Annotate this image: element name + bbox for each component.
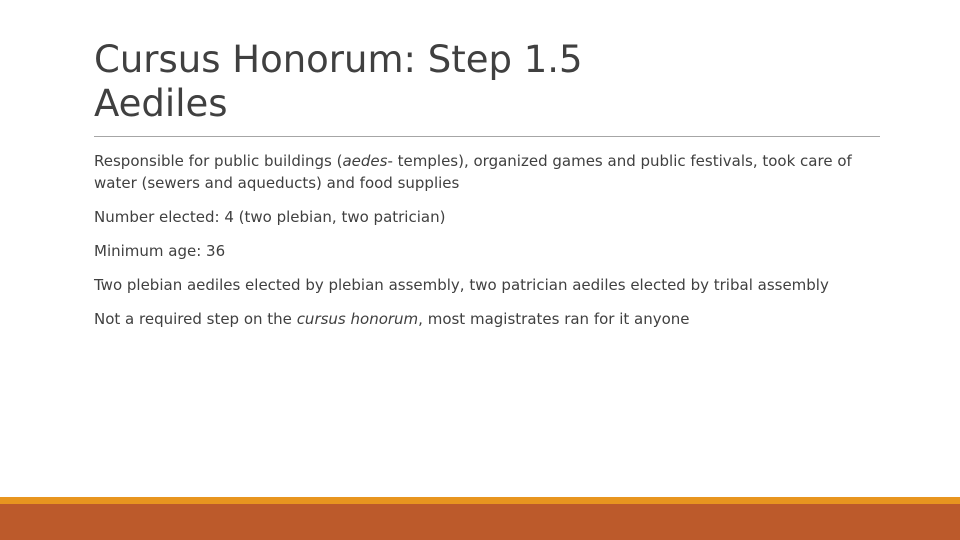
- bullet-requirement-text-end: , most magistrates ran for it anyone: [418, 310, 690, 328]
- bullet-responsibilities-text-start: Responsible for public buildings (: [94, 152, 343, 170]
- bullet-minimum-age: Minimum age: 36: [94, 242, 226, 260]
- footer-band: [0, 504, 960, 540]
- title-divider: [94, 136, 880, 137]
- slide-title: [94, 38, 874, 126]
- bullet-requirement-italic-term: cursus honorum: [296, 310, 419, 328]
- bullet-requirement-text-start: Not a required step on the: [94, 310, 297, 328]
- bullet-responsibilities-italic-term: aedes: [342, 152, 388, 170]
- bullet-list: [94, 150, 864, 342]
- bullet-requirement-note: [94, 308, 864, 330]
- bullet-number-elected: Number elected: 4 (two plebian, two patrician): [94, 208, 446, 226]
- footer-accent-stripe: [0, 497, 960, 504]
- slide-title-line-2: Aediles: [94, 82, 228, 125]
- bullet-responsibilities: [94, 150, 864, 194]
- bullet-responsibilities-text-end: - temples), organized games and public festivals, took care of water (sewers and aqueducts) and food supplies: [94, 152, 852, 192]
- slide-title-line-1: Cursus Honorum: Step 1.5: [94, 38, 583, 81]
- bullet-election-method: Two plebian aediles elected by plebian assembly, two patrician aediles elected by tribal assembly: [94, 276, 829, 294]
